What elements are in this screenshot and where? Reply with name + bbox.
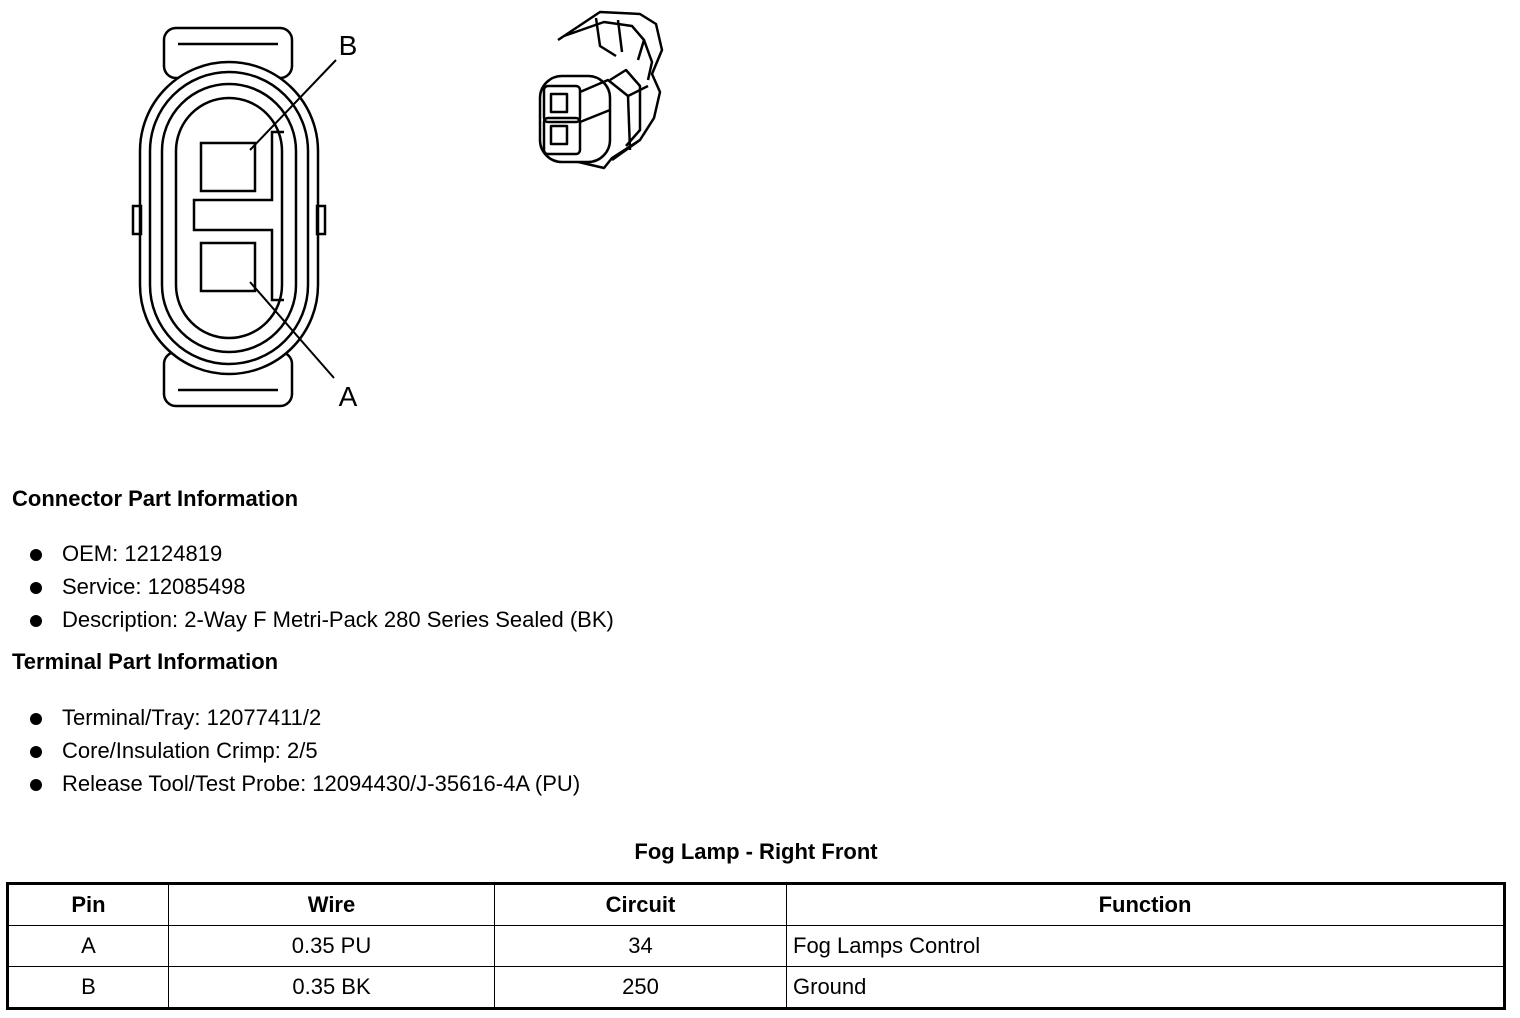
list-item [28, 770, 580, 803]
list-item-text: Core/Insulation Crimp: 2/5 [62, 738, 318, 763]
list-item [28, 606, 614, 639]
pin-table-title: Fog Lamp - Right Front [634, 839, 878, 864]
column-header-wire: Wire [169, 884, 495, 926]
list-item-text: Service: 12085498 [62, 574, 246, 599]
cell-circuit: 250 [495, 967, 787, 1009]
cell-function: Ground [787, 967, 1505, 1009]
table-header-row [8, 884, 1505, 926]
list-item [28, 704, 580, 737]
bullet-icon [30, 779, 42, 791]
list-item [28, 540, 614, 573]
bullet-icon [30, 615, 42, 627]
list-item-text: Terminal/Tray: 12077411/2 [62, 705, 322, 730]
connector-part-heading: Connector Part Information [12, 486, 299, 511]
cell-function: Fog Lamps Control [787, 926, 1505, 967]
column-header-pin: Pin [8, 884, 169, 926]
column-header-circuit: Circuit [495, 884, 787, 926]
connector-diagram [0, 0, 720, 440]
cell-wire: 0.35 BK [169, 967, 495, 1009]
cell-wire: 0.35 PU [169, 926, 495, 967]
cell-pin: B [8, 967, 169, 1009]
column-header-function: Function [787, 884, 1505, 926]
terminal-part-heading: Terminal Part Information [12, 649, 279, 674]
cell-circuit: 34 [495, 926, 787, 967]
terminal-part-list [28, 704, 580, 803]
pin-label-a: A [338, 381, 358, 412]
pin-label-b: B [338, 30, 358, 61]
connector-part-list [28, 540, 614, 639]
pin-table [6, 882, 1506, 1010]
bullet-icon [30, 746, 42, 758]
list-item [28, 737, 580, 770]
cell-pin: A [8, 926, 169, 967]
connector-face-view [133, 28, 336, 406]
connector-outer-shell [140, 62, 318, 374]
table-row [8, 926, 1505, 967]
list-item [28, 573, 614, 606]
list-item-text: Release Tool/Test Probe: 12094430/J-35616-4A (PU) [62, 771, 581, 796]
connector-isometric-view [540, 12, 662, 168]
bullet-icon [30, 549, 42, 561]
bullet-icon [30, 713, 42, 725]
list-item-text: Description: 2-Way F Metri-Pack 280 Series Sealed (BK) [62, 607, 614, 632]
list-item-text: OEM: 12124819 [62, 541, 223, 566]
bullet-icon [30, 582, 42, 594]
table-row [8, 967, 1505, 1009]
